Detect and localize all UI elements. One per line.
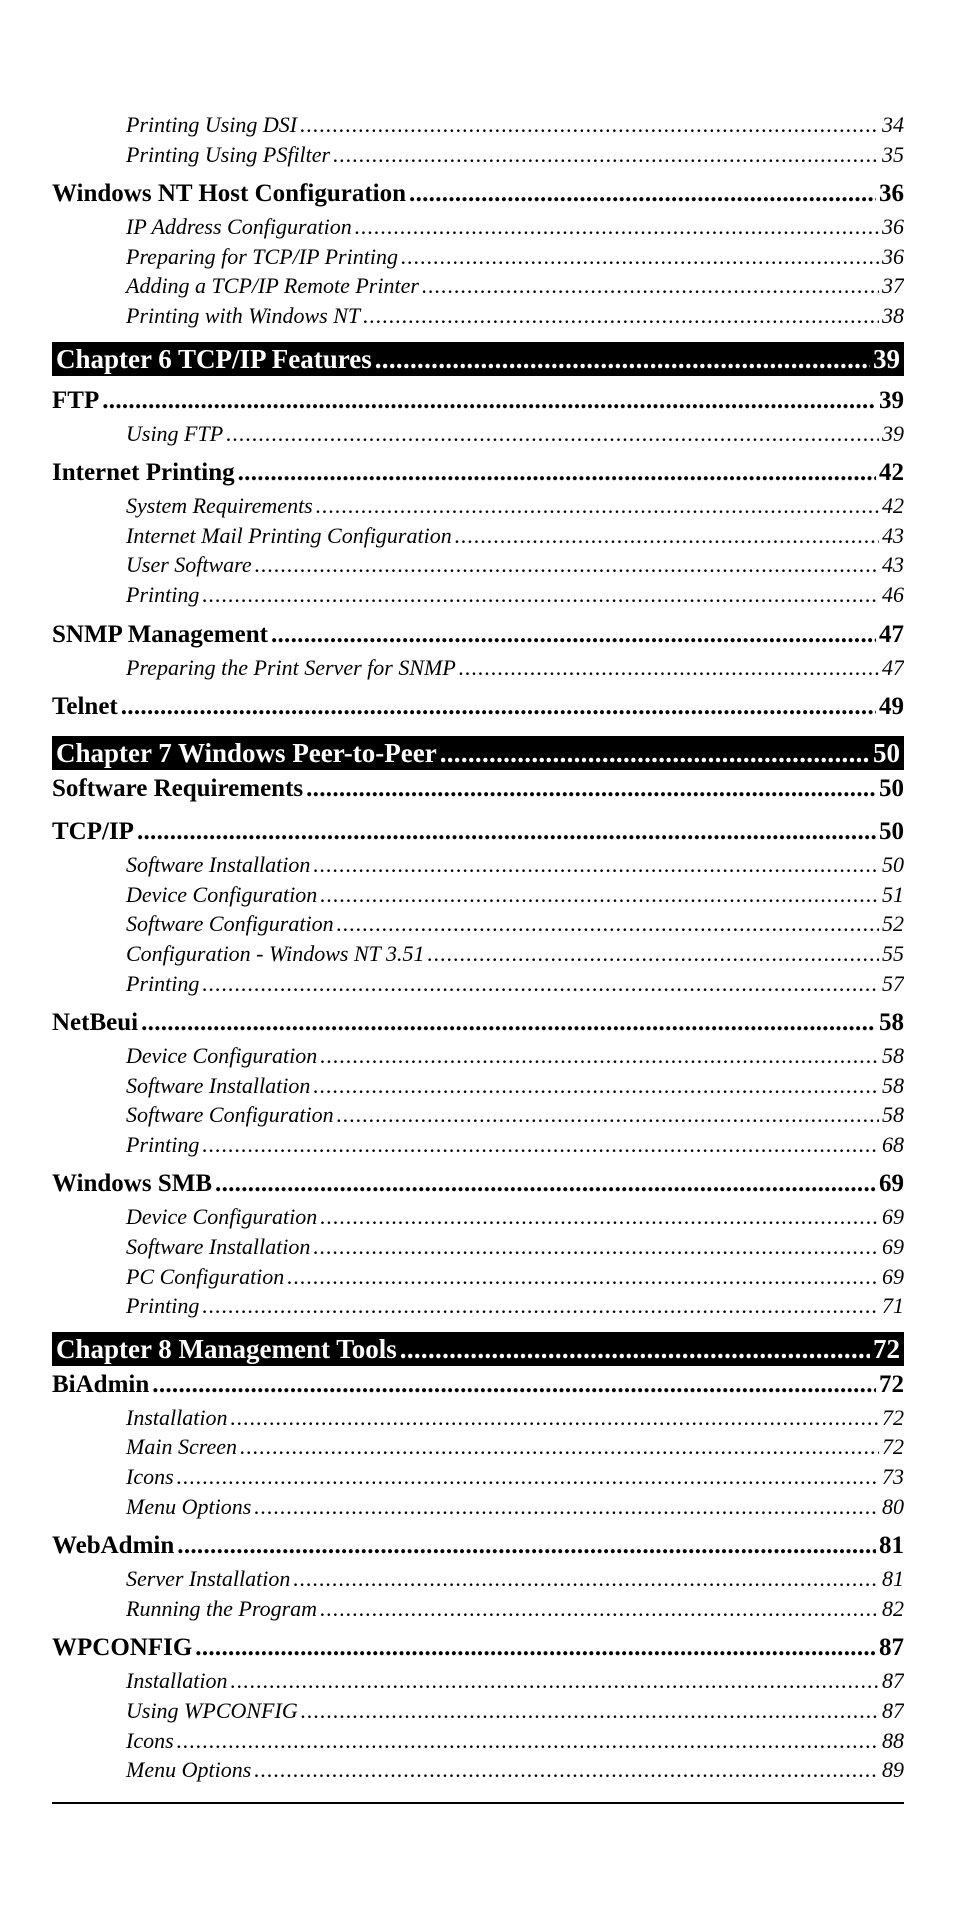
toc-entry-title: Printing [126,1293,200,1319]
toc-page-number: 36 [879,180,904,208]
toc-page-number: 42 [879,459,904,487]
toc-page-number: 58 [882,1043,904,1069]
toc-dot-leader [409,175,876,212]
toc-dot-leader [238,454,876,491]
toc-entry-title: WebAdmin [52,1532,175,1560]
toc-entry-title: Printing Using DSI [126,112,298,137]
toc-entry-title: SNMP Management [52,620,268,648]
toc-dot-leader [141,1004,876,1041]
toc-subentry [52,271,904,301]
toc-subentry [52,1202,904,1232]
toc-entry-title: Installation [126,1404,228,1430]
toc-dot-leader [177,1527,876,1564]
toc-section [52,1004,904,1041]
toc-chapter-heading [52,1332,904,1366]
toc-page-number: 43 [882,552,904,578]
toc-entry-title: User Software [126,552,252,578]
toc-subentry [52,301,904,331]
toc-dot-leader [355,212,879,242]
toc-dot-leader [202,580,879,610]
toc-dot-leader [202,1130,879,1160]
toc-entry-title: Adding a TCP/IP Remote Printer [126,273,419,299]
toc-chapter-heading [52,736,904,770]
toc-dot-leader [401,242,879,272]
toc-page-number: 49 [879,693,904,721]
toc-entry-title: Server Installation [126,1566,291,1592]
toc-dot-leader [316,491,879,521]
toc-dot-leader [337,909,879,939]
toc-dot-leader [459,653,879,683]
toc-page-number: 37 [882,273,904,299]
toc-entry-title: Printing [126,970,200,996]
toc-dot-leader [230,1666,879,1696]
toc-subentry [52,521,904,551]
toc-dot-leader [202,1291,879,1321]
toc-entry-title: TCP/IP [52,818,134,846]
toc-page-number: 50 [882,852,904,878]
toc-dot-leader [400,1332,870,1366]
toc-entry-title: WPCONFIG [52,1634,193,1662]
toc-section [52,1629,904,1666]
toc-subentry [52,140,904,170]
toc-subentry [52,550,904,580]
toc-page-number: 55 [882,940,904,966]
toc-subentry [52,491,904,521]
toc-page-number: 58 [882,1072,904,1098]
toc-page-number: 36 [882,214,904,240]
toc-subentry [52,419,904,449]
toc-page-number: 82 [882,1595,904,1621]
toc-dot-leader [121,688,876,725]
toc-page-number: 87 [882,1668,904,1694]
toc-page-number: 88 [882,1727,904,1753]
toc-page-number: 51 [882,881,904,907]
toc-subentry [52,1666,904,1696]
toc-entry-title: Main Screen [126,1434,237,1460]
toc-entry-title: Menu Options [126,1757,252,1783]
toc-entry-title: Software Installation [126,1234,311,1260]
toc-entry-title: NetBeui [52,1009,139,1037]
toc-section [52,175,904,212]
toc-dot-leader [152,1366,876,1403]
toc-dot-leader [177,1726,879,1756]
toc-dot-leader [320,1594,879,1624]
toc-subentry [52,1100,904,1130]
toc-dot-leader [255,550,879,580]
toc-page-number: 47 [882,654,904,680]
toc-dot-leader [363,301,879,331]
toc-dot-leader [375,342,870,376]
footer-rule [52,1802,904,1804]
toc-entry-title: Installation [126,1668,228,1694]
toc-dot-leader [306,770,876,807]
toc-subentry [52,1262,904,1292]
toc-subentry [52,1726,904,1756]
toc-entry-title: Internet Printing [52,459,235,487]
toc-page-number: 89 [882,1757,904,1783]
toc-subentry [52,880,904,910]
toc-subentry [52,1462,904,1492]
toc-subentry [52,969,904,999]
toc-dot-leader [293,1564,879,1594]
toc-entry-title: Icons [126,1727,174,1753]
toc-page-number: 58 [879,1009,904,1037]
toc-page-number: 39 [879,386,904,414]
toc-dot-leader [427,939,879,969]
toc-subentry [52,653,904,683]
toc-entry-title: FTP [52,386,100,414]
toc-chapter-heading [52,342,904,376]
toc-page-number: 57 [882,970,904,996]
toc-dot-leader [440,736,870,770]
toc-page-number: 35 [882,141,904,167]
toc-section [52,1366,904,1403]
toc-page-number: 69 [882,1234,904,1260]
toc-page-number: 50 [879,818,904,846]
toc-entry-title: Software Requirements [52,775,304,803]
toc-entry-title: Software Installation [126,1072,311,1098]
toc-subentry [52,850,904,880]
toc-dot-leader [202,969,879,999]
toc-dot-leader [226,419,879,449]
toc-dot-leader [195,1629,876,1666]
toc-entry-title: Software Configuration [126,911,334,937]
toc-entry-title: Preparing for TCP/IP Printing [126,243,398,269]
toc-dot-leader [301,1696,879,1726]
toc-section [52,688,904,725]
toc-subentry [52,110,904,140]
toc-page-number: 36 [882,243,904,269]
toc-page-number: 81 [882,1566,904,1592]
toc-entry-title: Running the Program [126,1595,318,1621]
toc-entry-title: Windows SMB [52,1170,213,1198]
toc-subentry [52,1232,904,1262]
toc-dot-leader [271,616,876,653]
toc-entry-title: Chapter 7 Windows Peer-to-Peer [56,738,437,769]
toc-page-number: 72 [879,1370,904,1398]
toc-page-number: 80 [882,1493,904,1519]
toc-entry-title: IP Address Configuration [126,214,352,240]
toc-page-number: 50 [879,775,904,803]
toc-entry-title: Using FTP [126,420,224,446]
toc-page-number: 39 [882,420,904,446]
toc-dot-leader [422,271,879,301]
toc-entry-title: Printing with Windows NT [126,302,361,328]
toc-page-number: 72 [882,1434,904,1460]
toc-page-number: 39 [873,343,900,374]
toc-page-number: 58 [882,1102,904,1128]
toc-subentry [52,1594,904,1624]
toc-dot-leader [230,1403,879,1433]
toc-entry-title: PC Configuration [126,1263,285,1289]
toc-entry-title: Software Installation [126,852,311,878]
toc-page-number: 43 [882,522,904,548]
toc-entry-title: Menu Options [126,1493,252,1519]
toc-page-number: 50 [873,738,900,769]
toc-dot-leader [137,813,876,850]
toc-entry-title: Icons [126,1464,174,1490]
toc-entry-title: Configuration - Windows NT 3.51 [126,940,425,966]
toc-section [52,616,904,653]
toc-dot-leader [320,880,879,910]
toc-subentry [52,1432,904,1462]
toc-page-number: 68 [882,1131,904,1157]
toc-dot-leader [254,1755,879,1785]
toc-section [52,454,904,491]
toc-entry-title: Chapter 8 Management Tools [56,1333,397,1364]
toc-dot-leader [177,1462,879,1492]
toc-dot-leader [313,1071,879,1101]
toc-subentry [52,1403,904,1433]
toc-entry-title: Chapter 6 TCP/IP Features [56,343,372,374]
toc-entry-title: Windows NT Host Configuration [52,180,407,208]
toc-entry-title: Device Configuration [126,881,318,907]
toc-page-number: 38 [882,302,904,328]
toc-subentry [52,1071,904,1101]
toc-dot-leader [102,382,876,419]
toc-subentry [52,1492,904,1522]
toc-section [52,382,904,419]
toc-subentry [52,1696,904,1726]
toc-dot-leader [254,1492,879,1522]
toc-subentry [52,1564,904,1594]
toc-dot-leader [287,1262,879,1292]
toc-page-number: 72 [882,1404,904,1430]
toc-section [52,770,904,807]
toc-dot-leader [337,1100,879,1130]
toc-page-number: 52 [882,911,904,937]
toc-page-number: 69 [882,1204,904,1230]
toc-section [52,1165,904,1202]
toc-section [52,813,904,850]
toc-dot-leader [300,110,879,140]
table-of-contents [52,110,904,1785]
toc-page-number: 69 [882,1263,904,1289]
toc-entry-title: BiAdmin [52,1370,150,1398]
toc-section [52,1527,904,1564]
toc-entry-title: Telnet [52,693,118,721]
toc-entry-title: Preparing the Print Server for SNMP [126,654,456,680]
toc-dot-leader [320,1202,879,1232]
toc-subentry [52,939,904,969]
toc-entry-title: Device Configuration [126,1204,318,1230]
toc-entry-title: Printing Using PSfilter [126,141,331,167]
toc-entry-title: Printing [126,581,200,607]
toc-dot-leader [240,1432,879,1462]
toc-subentry [52,242,904,272]
toc-subentry [52,1291,904,1321]
toc-page-number: 46 [882,581,904,607]
toc-dot-leader [333,140,879,170]
toc-dot-leader [215,1165,876,1202]
toc-page-number: 69 [879,1170,904,1198]
toc-entry-title: System Requirements [126,493,313,519]
toc-page-number: 34 [882,112,904,137]
toc-dot-leader [455,521,879,551]
toc-page-number: 71 [882,1293,904,1319]
toc-page-number: 47 [879,620,904,648]
toc-entry-title: Using WPCONFIG [126,1698,298,1723]
toc-page-number: 42 [882,493,904,519]
toc-dot-leader [313,850,879,880]
toc-entry-title: Printing [126,1131,200,1157]
toc-page-number: 87 [879,1634,904,1662]
toc-subentry [52,580,904,610]
toc-subentry [52,1755,904,1785]
toc-subentry [52,909,904,939]
toc-subentry [52,1041,904,1071]
toc-entry-title: Internet Mail Printing Configuration [126,522,452,548]
toc-page-number: 73 [882,1464,904,1490]
toc-subentry [52,1130,904,1160]
toc-entry-title: Device Configuration [126,1043,318,1069]
toc-subentry [52,212,904,242]
toc-page-number: 72 [873,1333,900,1364]
toc-entry-title: Software Configuration [126,1102,334,1128]
toc-dot-leader [313,1232,879,1262]
toc-dot-leader [320,1041,879,1071]
toc-page-number: 81 [879,1532,904,1560]
toc-page-number: 87 [882,1698,904,1723]
